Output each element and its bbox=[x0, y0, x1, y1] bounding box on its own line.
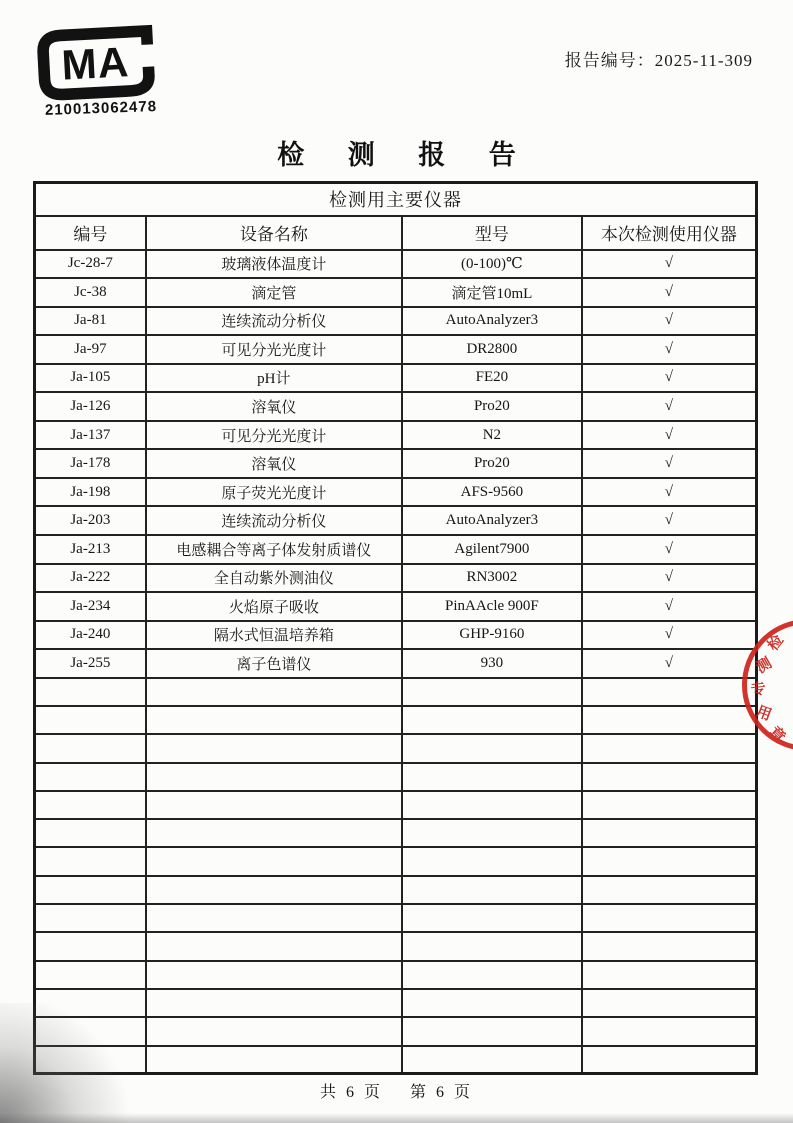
empty-cell bbox=[35, 847, 146, 875]
cma-certificate-number: 210013062478 bbox=[44, 97, 158, 119]
report-number-label: 报告编号： bbox=[564, 51, 655, 70]
empty-cell bbox=[35, 904, 146, 932]
empty-cell bbox=[146, 678, 402, 706]
cell-id: Ja-198 bbox=[35, 478, 146, 507]
empty-cell bbox=[582, 847, 757, 875]
empty-table-row bbox=[35, 932, 757, 960]
table-row bbox=[35, 649, 757, 678]
empty-table-row bbox=[35, 734, 757, 762]
empty-cell bbox=[582, 961, 757, 989]
empty-cell bbox=[582, 819, 757, 847]
empty-cell bbox=[146, 932, 402, 960]
table-caption: 检测用主要仪器 bbox=[35, 183, 757, 216]
empty-table-row bbox=[35, 989, 757, 1017]
table-row bbox=[35, 506, 757, 535]
empty-cell bbox=[35, 791, 146, 819]
column-header-used: 本次检测使用仪器 bbox=[582, 216, 757, 250]
empty-cell bbox=[35, 819, 146, 847]
cell-model: Pro20 bbox=[402, 392, 582, 421]
cell-id: Ja-213 bbox=[35, 535, 146, 564]
cell-used-check: √ bbox=[582, 278, 757, 307]
cell-id: Ja-81 bbox=[35, 307, 146, 336]
empty-cell bbox=[402, 1017, 582, 1045]
empty-cell bbox=[582, 706, 757, 734]
empty-cell bbox=[402, 904, 582, 932]
table-row bbox=[35, 392, 757, 421]
cell-model: RN3002 bbox=[402, 564, 582, 593]
report-number-line bbox=[565, 46, 753, 71]
cell-id: Ja-97 bbox=[35, 335, 146, 364]
empty-cell bbox=[582, 763, 757, 791]
cell-used-check: √ bbox=[582, 449, 757, 478]
table-row bbox=[35, 421, 757, 450]
column-header-device-name: 设备名称 bbox=[146, 216, 402, 250]
cma-logo-icon bbox=[34, 21, 164, 105]
empty-cell bbox=[582, 1017, 757, 1045]
cell-used-check: √ bbox=[582, 335, 757, 364]
cell-id: Ja-178 bbox=[35, 449, 146, 478]
page-footer bbox=[0, 1079, 793, 1102]
empty-table-row bbox=[35, 1046, 757, 1074]
table-row bbox=[35, 335, 757, 364]
empty-cell bbox=[35, 734, 146, 762]
empty-cell bbox=[146, 876, 402, 904]
instrument-table bbox=[33, 181, 758, 1075]
cell-model: GHP-9160 bbox=[402, 621, 582, 650]
cell-id: Ja-137 bbox=[35, 421, 146, 450]
cell-id: Ja-222 bbox=[35, 564, 146, 593]
empty-cell bbox=[146, 734, 402, 762]
seal-character: 检 bbox=[765, 632, 788, 655]
empty-cell bbox=[402, 791, 582, 819]
table-row bbox=[35, 278, 757, 307]
seal-character: 测 bbox=[753, 655, 775, 677]
cell-model: FE20 bbox=[402, 364, 582, 393]
cell-model: Agilent7900 bbox=[402, 535, 582, 564]
empty-cell bbox=[402, 989, 582, 1017]
table-row bbox=[35, 307, 757, 336]
cell-id: Ja-255 bbox=[35, 649, 146, 678]
empty-cell bbox=[35, 989, 146, 1017]
empty-cell bbox=[402, 734, 582, 762]
empty-cell bbox=[146, 1017, 402, 1045]
empty-cell bbox=[402, 876, 582, 904]
cell-used-check: √ bbox=[582, 307, 757, 336]
table-row bbox=[35, 364, 757, 393]
cell-device-name: 连续流动分析仪 bbox=[146, 307, 402, 336]
scan-shadow-edge bbox=[0, 1113, 793, 1123]
cell-used-check: √ bbox=[582, 506, 757, 535]
empty-cell bbox=[146, 847, 402, 875]
cell-device-name: pH计 bbox=[146, 364, 402, 393]
cell-device-name: 可见分光光度计 bbox=[146, 335, 402, 364]
report-number-value: 2025-11-309 bbox=[654, 51, 753, 70]
empty-cell bbox=[582, 904, 757, 932]
cell-id: Ja-105 bbox=[35, 364, 146, 393]
seal-character: 专 bbox=[750, 681, 767, 699]
cell-model: (0-100)℃ bbox=[402, 250, 582, 279]
empty-cell bbox=[402, 847, 582, 875]
cell-used-check: √ bbox=[582, 592, 757, 621]
empty-cell bbox=[146, 819, 402, 847]
cell-id: Ja-203 bbox=[35, 506, 146, 535]
cell-model: 930 bbox=[402, 649, 582, 678]
cell-device-name: 原子荧光光度计 bbox=[146, 478, 402, 507]
empty-cell bbox=[582, 678, 757, 706]
table-caption-row bbox=[35, 183, 757, 216]
table-row bbox=[35, 592, 757, 621]
empty-cell bbox=[402, 961, 582, 989]
cell-id: Ja-234 bbox=[35, 592, 146, 621]
empty-cell bbox=[35, 932, 146, 960]
cell-used-check: √ bbox=[582, 564, 757, 593]
empty-cell bbox=[402, 678, 582, 706]
cell-used-check: √ bbox=[582, 421, 757, 450]
empty-table-row bbox=[35, 904, 757, 932]
footer-current-page: 第 6 页 bbox=[410, 1084, 474, 1101]
cell-device-name: 电感耦合等离子体发射质谱仪 bbox=[146, 535, 402, 564]
cell-model: AutoAnalyzer3 bbox=[402, 506, 582, 535]
table-row bbox=[35, 250, 757, 279]
cell-model: Pro20 bbox=[402, 449, 582, 478]
cell-used-check: √ bbox=[582, 535, 757, 564]
empty-table-row bbox=[35, 791, 757, 819]
cell-device-name: 连续流动分析仪 bbox=[146, 506, 402, 535]
empty-cell bbox=[35, 706, 146, 734]
empty-cell bbox=[35, 678, 146, 706]
empty-cell bbox=[582, 1046, 757, 1074]
cell-used-check: √ bbox=[582, 392, 757, 421]
cell-device-name: 火焰原子吸收 bbox=[146, 592, 402, 621]
cell-model: PinAAcle 900F bbox=[402, 592, 582, 621]
column-header-model: 型号 bbox=[402, 216, 582, 250]
cell-model: AutoAnalyzer3 bbox=[402, 307, 582, 336]
empty-cell bbox=[146, 791, 402, 819]
empty-table-row bbox=[35, 1017, 757, 1045]
empty-table-row bbox=[35, 706, 757, 734]
empty-table-row bbox=[35, 819, 757, 847]
empty-cell bbox=[146, 1046, 402, 1074]
cell-device-name: 玻璃液体温度计 bbox=[146, 250, 402, 279]
footer-total-pages: 共 6 页 bbox=[319, 1084, 383, 1101]
empty-cell bbox=[402, 819, 582, 847]
empty-cell bbox=[35, 763, 146, 791]
table-row bbox=[35, 621, 757, 650]
cell-used-check: √ bbox=[582, 250, 757, 279]
empty-cell bbox=[402, 763, 582, 791]
empty-cell bbox=[402, 706, 582, 734]
cell-id: Jc-28-7 bbox=[35, 250, 146, 279]
cell-device-name: 溶氧仪 bbox=[146, 449, 402, 478]
cell-device-name: 离子色谱仪 bbox=[146, 649, 402, 678]
table-header-row bbox=[35, 216, 757, 250]
cell-used-check: √ bbox=[582, 364, 757, 393]
cma-letters: MA bbox=[60, 38, 131, 89]
column-header-id: 编号 bbox=[35, 216, 146, 250]
empty-cell bbox=[146, 706, 402, 734]
empty-cell bbox=[402, 1046, 582, 1074]
empty-cell bbox=[146, 961, 402, 989]
empty-cell bbox=[35, 1046, 146, 1074]
table-row bbox=[35, 449, 757, 478]
table-row bbox=[35, 535, 757, 564]
empty-cell bbox=[35, 961, 146, 989]
cell-device-name: 隔水式恒温培养箱 bbox=[146, 621, 402, 650]
cell-device-name: 全自动紫外测油仪 bbox=[146, 564, 402, 593]
cell-device-name: 滴定管 bbox=[146, 278, 402, 307]
empty-table-row bbox=[35, 847, 757, 875]
cell-model: N2 bbox=[402, 421, 582, 450]
seal-character: 用 bbox=[753, 703, 774, 725]
empty-table-row bbox=[35, 876, 757, 904]
seal-character: 章 bbox=[765, 724, 788, 747]
empty-cell bbox=[146, 904, 402, 932]
empty-table-row bbox=[35, 961, 757, 989]
empty-cell bbox=[582, 989, 757, 1017]
empty-cell bbox=[146, 989, 402, 1017]
cell-id: Ja-240 bbox=[35, 621, 146, 650]
cell-model: AFS-9560 bbox=[402, 478, 582, 507]
table-row bbox=[35, 564, 757, 593]
cell-model: DR2800 bbox=[402, 335, 582, 364]
empty-table-row bbox=[35, 678, 757, 706]
cma-accreditation-mark bbox=[34, 21, 165, 120]
empty-table-row bbox=[35, 763, 757, 791]
empty-cell bbox=[402, 932, 582, 960]
cell-id: Ja-126 bbox=[35, 392, 146, 421]
cell-used-check: √ bbox=[582, 649, 757, 678]
empty-cell bbox=[146, 763, 402, 791]
cell-device-name: 可见分光光度计 bbox=[146, 421, 402, 450]
empty-cell bbox=[582, 932, 757, 960]
cell-used-check: √ bbox=[582, 478, 757, 507]
cell-model: 滴定管10mL bbox=[402, 278, 582, 307]
empty-cell bbox=[582, 876, 757, 904]
instrument-table-body bbox=[35, 183, 757, 1074]
page-title: 检 测 报 告 bbox=[277, 140, 534, 170]
cell-id: Jc-38 bbox=[35, 278, 146, 307]
table-row bbox=[35, 478, 757, 507]
empty-cell bbox=[35, 1017, 146, 1045]
cell-device-name: 溶氧仪 bbox=[146, 392, 402, 421]
empty-cell bbox=[582, 791, 757, 819]
empty-cell bbox=[582, 734, 757, 762]
empty-cell bbox=[35, 876, 146, 904]
cell-used-check: √ bbox=[582, 621, 757, 650]
